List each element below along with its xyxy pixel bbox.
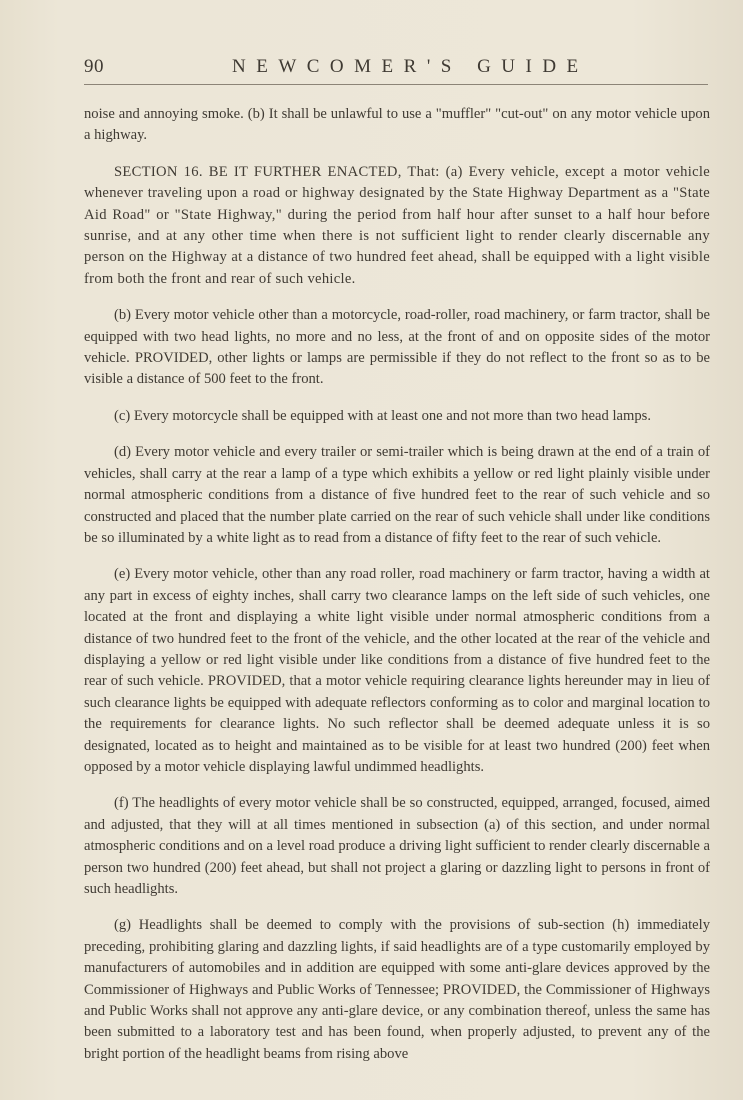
paragraph-e: (e) Every motor vehicle, other than any road roller, road machinery or farm tractor, having a width at any part in excess of eighty inches, shall carry two clearance lamps on the left side of such vehicles, one located at the front and displaying a white light visible under normal atmospheric conditions from a distance of two hundred feet to the front of the vehicle, and the other located at the rear of the vehicle and displaying a yellow or red light visible under like conditions from a distance of five hundred feet to the rear of such vehicle. PROVIDED, that a motor vehicle requiring clearance lights hereunder may in lieu of such clearance lights be equipped with adequate reflectors conforming as to color and marginal location to the requirements for clearance lights. No such reflector shall be deemed adequate unless it is so designated, located as to height and maintained as to be visible for at least two hundred (200) feet when opposed by a motor vehicle displaying lawful undimmed headlights. [84, 566, 710, 775]
paragraph-g: (g) Headlights shall be deemed to comply with the provisions of sub-section (h) immediately preceding, prohibiting glaring and dazzling lights, if said headlights are of a type customarily employed by manufacturers of automobiles and in addition are equipped with some anti-glare devices approved by the Commissioner of Highways and Public Works of Tennessee; PROVIDED, the Commissioner of Highways and Public Works shall not approve any anti-glare device, or any combination thereof, unless the same has been submitted to a laboratory test and has been found, when properly adjusted, to prevent any of the bright portion of the headlight beams from rising above [84, 917, 710, 1062]
paragraph-continuation: noise and annoying smoke. (b) It shall be unlawful to use a "muffler" "cut-out" on any motor vehicle upon a highway. [84, 106, 710, 144]
page-header [84, 56, 710, 86]
paragraph-c: (c) Every motorcycle shall be equipped with at least one and not more than two head lamps. [114, 407, 651, 424]
paragraph-f: (f) The headlights of every motor vehicle shall be so constructed, equipped, arranged, focused, aimed and adjusted, that they will at all times mentioned in subsection (a) of this section, and under normal atmospheric conditions and on a level road produce a driving light sufficient to render clearly discernable a person two hundred (200) feet ahead, but shall not project a glaring or dazzling light to persons in front of such headlights. [84, 795, 710, 897]
paragraph-section-16: SECTION 16. BE IT FURTHER ENACTED, That: (a) Every vehicle, except a motor vehicle whenever traveling upon a road or highway designated by the State Highway Department as a "State Aid Road" or "State Highway," during the period from half hour after sunset to a half hour before sunrise, and at any other time when there is not sufficient light to render clearly discernable any person on the Highway at a distance of two hundred feet ahead, shall be equipped with a light visible from both the front and rear of such vehicle. [84, 163, 710, 287]
page-number: 90 [84, 56, 104, 77]
running-title: NEWCOMER'S GUIDE [232, 56, 589, 77]
paragraph-d: (d) Every motor vehicle and every trailer or semi-trailer which is being drawn at the end of a train of vehicles, shall carry at the rear a lamp of a type which exhibits a yellow or red light plainly visible under normal atmospheric conditions from a distance of five hundred feet to the rear of such vehicle and so constructed and placed that the number plate carried on the rear of such vehicle shall under like conditions be so illuminated by a white light as to read from a distance of fifty feet to the rear of such vehicle. [84, 444, 710, 546]
paragraph-b: (b) Every motor vehicle other than a motorcycle, road-roller, road machinery, or farm tractor, shall be equipped with two head lights, no more and no less, at the front of and on opposite sides of the motor vehicle. PROVIDED, other lights or lamps are permissible if they do not reflect to the front so as to be visible a distance of 500 feet to the front. [84, 307, 710, 388]
body-text [84, 104, 710, 1080]
header-rule [84, 84, 708, 85]
